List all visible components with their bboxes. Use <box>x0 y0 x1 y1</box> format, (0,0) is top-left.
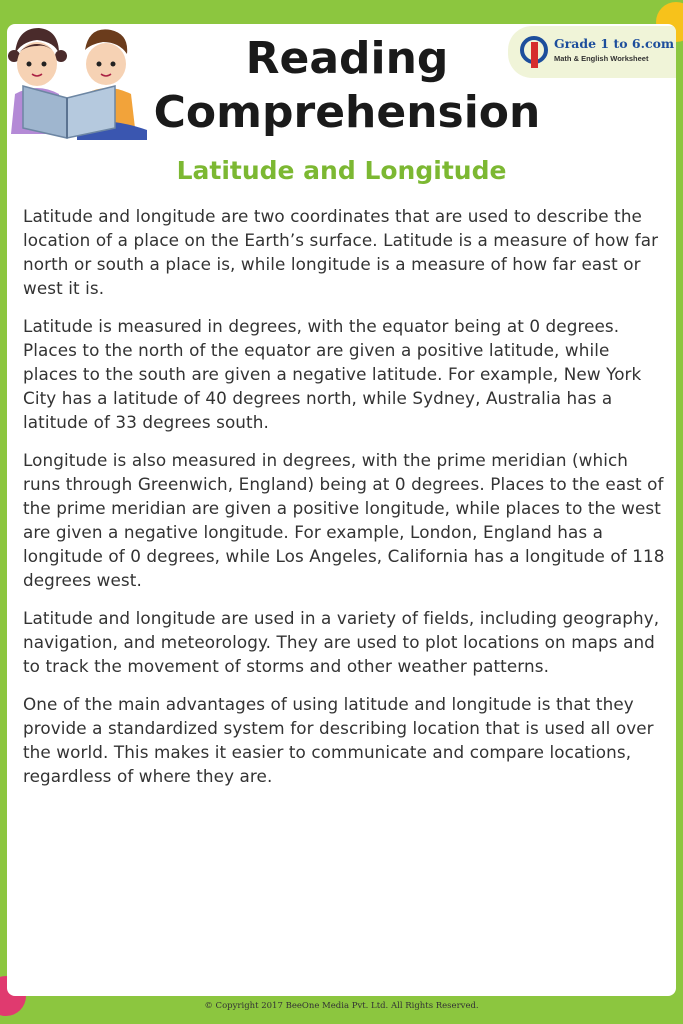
paragraph-4: Latitude and longitude are used in a variety of fields, including geography, navigation, and meteorology. They are used to plot locations on maps and to track the movement of storms and other weather patterns. <box>23 608 660 676</box>
copyright-footer: © Copyright 2017 BeeOne Media Pvt. Ltd. All Rights Reserved. <box>204 1001 479 1011</box>
paragraph-1: Latitude and longitude are two coordinates that are used to describe the location of a place on the Earth’s surface. Latitude is a measure of how far north or south a place is, while longitude is a measure of how far east or west it is. <box>23 206 659 298</box>
logo-title: Grade 1 to 6.com <box>554 36 675 51</box>
paragraph-5: One of the main advantages of using latitude and longitude is that they provide a standardized system for describing location that is used all over the world. This makes it easier to communicate and compare locations, regardless of where they are. <box>23 694 654 786</box>
kids-reading-illustration <box>7 24 157 144</box>
worksheet-page <box>7 24 676 996</box>
paragraph-3: Longitude is also measured in degrees, with the prime meridian (which runs through Greenwich, England) being at 0 degrees. Places to the east of the prime meridian are given a positive longitude, while places to the west are given a negative longitude. For example, London, England has a longitude of 0 degrees, while Los Angeles, California has a longitude of 118 degrees west. <box>23 450 665 590</box>
title-line-1: Reading <box>245 33 449 84</box>
logo-subtitle: Math & English Worksheet <box>554 54 649 63</box>
paragraph-2: Latitude is measured in degrees, with the equator being at 0 degrees. Places to the north of the equator are given a positive latitude, while places to the south are given a negative latitude. For example, New York City has a latitude of 40 degrees north, while Sydney, Australia has a latitude of 33 degrees south. <box>23 316 642 432</box>
article-body <box>23 204 669 802</box>
article-heading: Latitude and Longitude <box>176 156 507 185</box>
title-line-2: Comprehension <box>153 87 541 138</box>
page-title <box>147 32 547 140</box>
